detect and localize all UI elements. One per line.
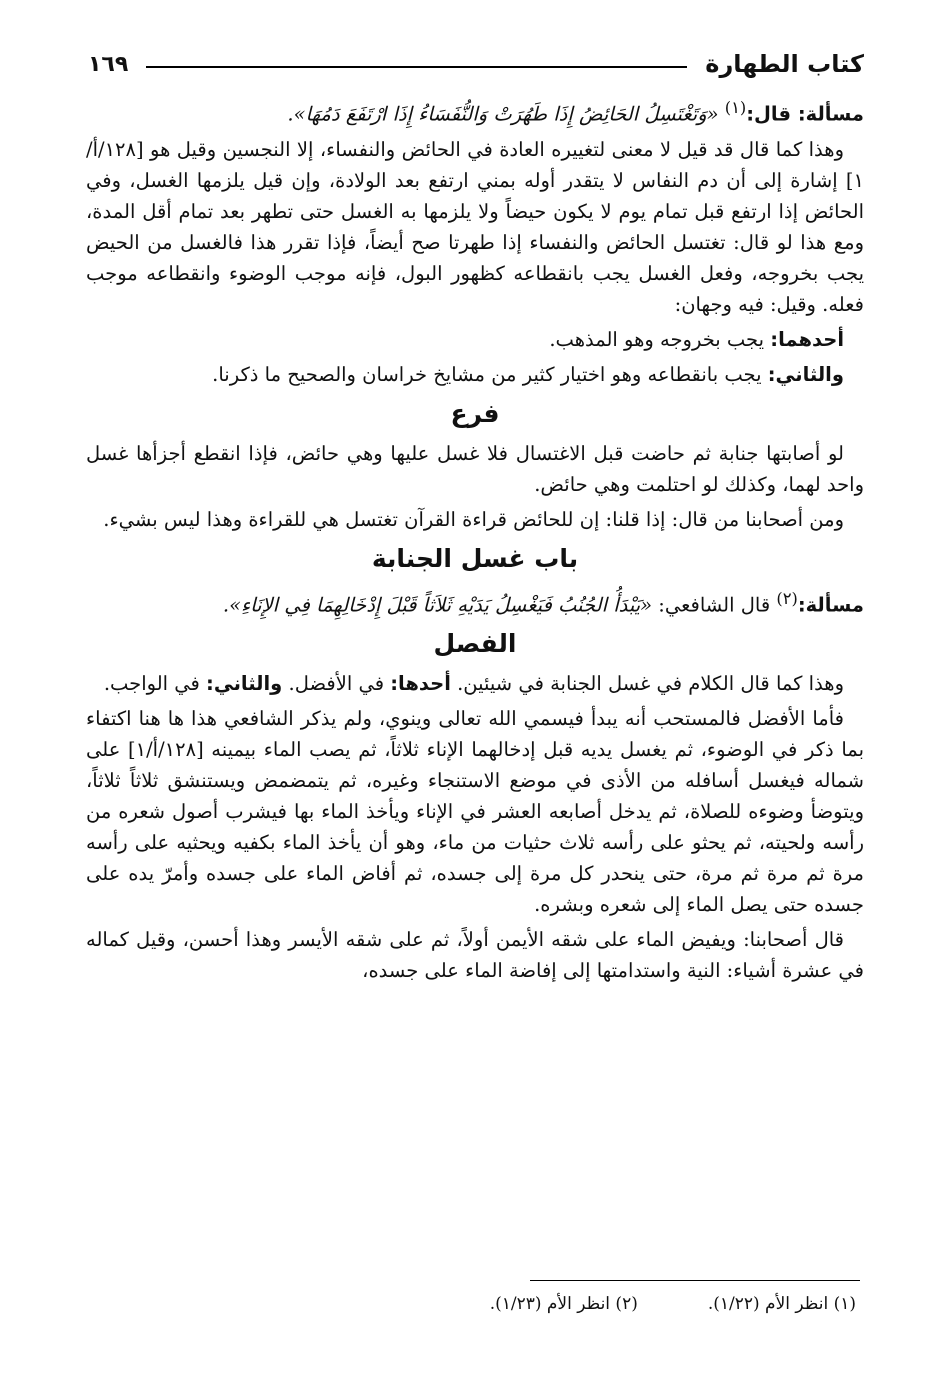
- masala-paragraph-2: [86, 583, 864, 621]
- fasl-second-label: والثاني:: [206, 672, 283, 695]
- ashab-paragraph: قال أصحابنا: ويفيض الماء على شقه الأيمن أولاً، ثم على شقه الأيسر وهذا أحسن، وقيل كماله في عشرة أشياء: النية واستدامتها إلى إفاضة الماء على جسده،: [86, 928, 864, 982]
- masala-label: مسألة: قال:: [746, 102, 864, 126]
- footnote-rule: [530, 1280, 860, 1281]
- footnote-marker-2: (٢): [776, 588, 798, 608]
- shafii-said: قال الشافعي:: [658, 593, 771, 616]
- first-view-label: أحدهما:: [770, 327, 844, 351]
- fasl-first-label: أحدها:: [390, 672, 451, 695]
- fasl-intro-c: في الواجب.: [103, 672, 200, 695]
- second-view-label: والثاني:: [767, 362, 844, 386]
- far-paragraph-1: لو أصابتها جنابة ثم حاضت قبل الاغتسال فلا غسل عليها وهي حائض، فإذا انقطع أجزأها غسل واحد لهما، وكذلك لو احتلمت وهي حائض.: [86, 441, 864, 496]
- footnotes: [490, 1294, 856, 1314]
- first-view-text: يجب بخروجه وهو المذهب.: [549, 327, 765, 351]
- second-view-text: يجب بانقطاعه وهو اختيار كثير من مشايخ خراسان والصحيح ما ذكرنا.: [212, 362, 762, 386]
- section-heading-far: فرع: [450, 398, 500, 428]
- chapter-heading: باب غسل الجنابة: [371, 543, 579, 573]
- footnote-1: (١) انظر الأم (١/٢٢).: [707, 1294, 856, 1314]
- afdal-paragraph: فأما الأفضل فالمستحب أنه يبدأ فيسمي الله تعالى وينوي، ولم يذكر الشافعي هذا ها هنا اكتفاء بما ذكر في الوضوء، ثم يغسل يديه قبل إدخالهما الإناء ثلاثاً، ثم يصب الماء بيمينه [١٢٨/أ/١] على شماله فيغسل أسافله من الأذى في موضع الاستنجاء وغيره، ثم يتمضمض ويستنشق ثلاثاً ثلاثاً، ويتوضأ وضوءه للصلاة، ثم يدخل أصابعه العشر في الإناء ويأخذ الماء بها فيشرب أصول شعره من رأسه ولحيته، ثم يحثو على رأسه ثلاث حثيات من ماء، وهو أن يأخذ الماء بكفيه ويحثيه على رأسه مرة ثم مرة ثم مرة، حتى ينحدر كل مرة إلى جسده، ثم أفاض الماء على جسده وأمرّ يده على جسده حتى يصل الماء إلى شعره وبشره.: [86, 707, 864, 916]
- running-title: كتاب الطهارة: [705, 50, 864, 78]
- footnote-2: (٢) انظر الأم (١/٢٣).: [489, 1294, 638, 1314]
- first-view-paragraph: [86, 324, 864, 355]
- page-number: ١٦٩: [88, 51, 129, 77]
- page-body: [86, 92, 864, 990]
- explanation-paragraph: وهذا كما قال قد قيل لا معنى لتغييره العادة في الحائض والنفساء، إلا النجسين وقيل هو [١٢٨/أ/١] إشارة إلى أن دم النفاس لا يتقدر أوله بمني ارتفع بعد الولادة، وإن قيل يلزمها الغسل، وفي الحائض إذا ارتفع قبل تمام يوم لا يكون حيضاً ولا يلزمها به الغسل حتى تطهر بعد تمام أقل المدة، ومع هذا لو قال: تغتسل الحائض والنفساء إذا طهرتا صح أيضاً، فإذا تقرر هذا فالغسل من الحيض يجب بخروجه، وفعل الغسل يجب بانقطاعه كظهور البول، فإنه موجب الوضوء وانقطاعه موجب فعله. وقيل: فيه وجهان:: [86, 137, 864, 316]
- quoted-text-2: «يَبْدَأُ الجُنُبُ فَيَغْسِلُ يَدَيْهِ ثَلاَثاً قَبْلَ إِدْخَالِهِمَا فِي الإِنَاءِ».: [222, 593, 653, 616]
- header-rule: [146, 66, 687, 68]
- subheading-fasl: الفصل: [433, 629, 517, 658]
- fasl-intro-a: وهذا كما قال الكلام في غسل الجنابة في شيئين.: [457, 672, 844, 695]
- far-paragraph-2: ومن أصحابنا من قال: إذا قلنا: إن للحائض قراءة القرآن تغتسل هي للقراءة وهذا ليس بشيء.: [103, 507, 844, 531]
- page-header: [88, 44, 864, 84]
- fasl-intro-b: في الأفضل.: [288, 672, 385, 695]
- second-view-paragraph: [86, 359, 864, 390]
- fasl-intro-paragraph: [86, 668, 864, 699]
- footnote-marker: (١): [724, 98, 747, 117]
- masala-label-2: مسألة:: [797, 593, 864, 616]
- quoted-text: «وَتَغْتَسِلُ الحَائِضُ إِذَا طَهُرَتْ وَالنُّفَسَاءُ إِذَا ارْتَفَعَ دَمُهَا».: [287, 102, 719, 126]
- masala-paragraph: [86, 92, 864, 130]
